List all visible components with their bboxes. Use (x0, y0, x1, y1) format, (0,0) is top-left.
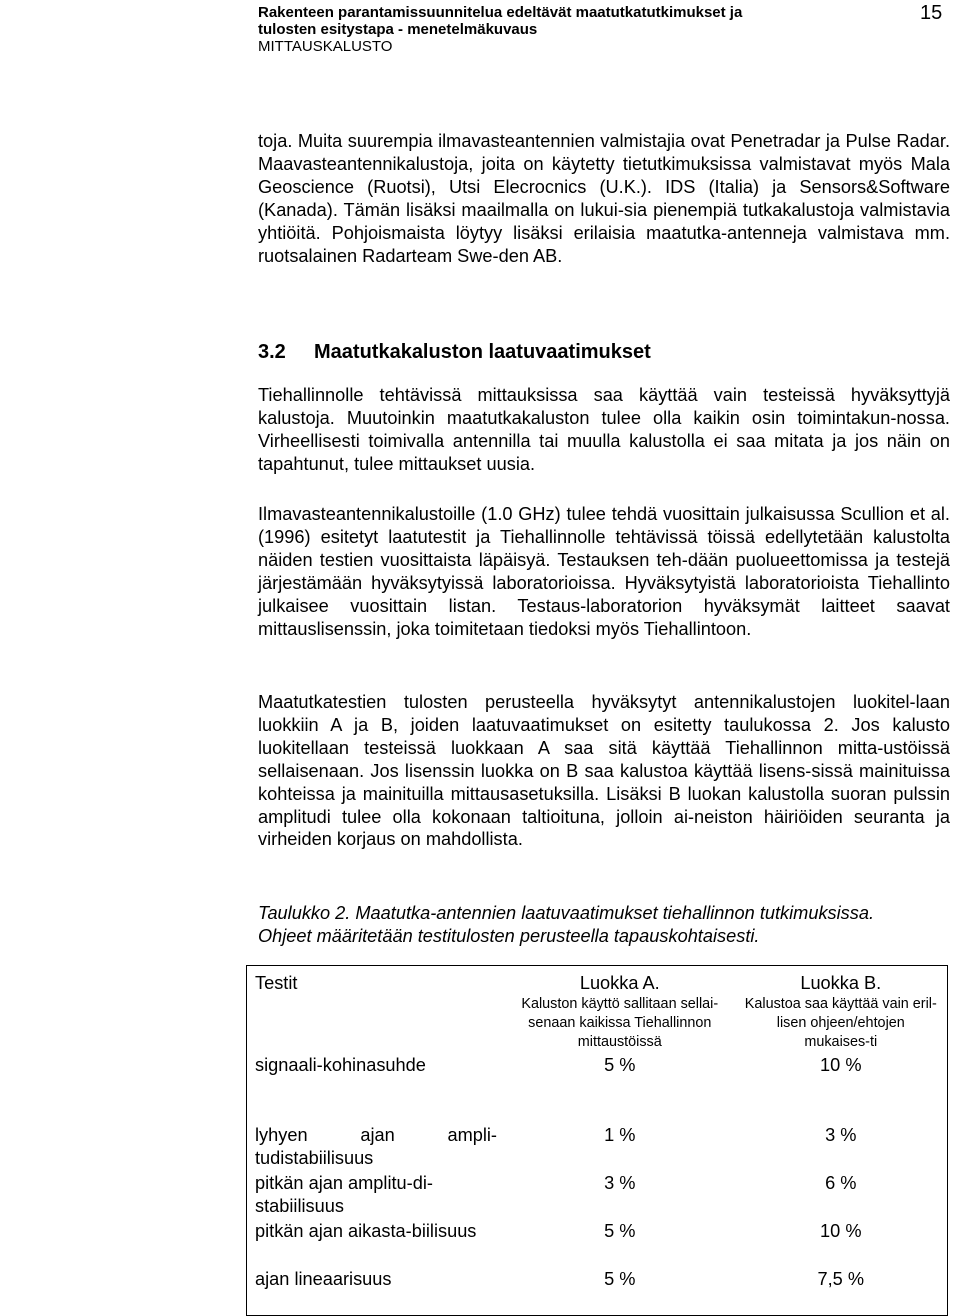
table-caption-line-1: Taulukko 2. Maatutka-antennien laatuvaatimukset tiehallinnon tutkimuksissa. (258, 903, 875, 923)
table-header-row (247, 966, 948, 1054)
section-heading (258, 341, 651, 364)
table-caption (258, 902, 958, 948)
row-class-b-value: 10 % (820, 1054, 862, 1075)
table-row (247, 1172, 948, 1220)
paragraph-approved-equipment: Tiehallinnolle tehtävissä mittauksissa saa käyttää vain testeissä hyväksyttyjä kalustoja. Muutoinkin maatutkakaluston tulee olla kaikin osin toimintakun-nossa. Virheellisesti toimivalla antennilla tai muulla kalustolla ei saa mitata ja jos näin on tapahtunut, tulee mittaukset uusia. (258, 385, 950, 474)
header-line-3: MITTAUSKALUSTO (258, 38, 393, 55)
row-test-name: signaali-kohinasuhde (255, 1054, 426, 1075)
row-test-name: pitkän ajan amplitu-di-stabiilisuus (255, 1172, 433, 1216)
row-class-a-value: 1 % (604, 1124, 636, 1145)
class-b-description: Kalustoa saa käyttää vain eril-lisen ohjeen/ehtojen mukaises-ti (744, 996, 937, 1050)
row-class-b-value: 7,5 % (817, 1268, 865, 1289)
table-row (247, 1268, 948, 1316)
row-test-name: pitkän ajan aikasta-biilisuus (255, 1220, 477, 1241)
header-class-b (735, 966, 948, 1054)
header-class-a (505, 966, 735, 1054)
row-class-b-value: 3 % (825, 1124, 857, 1145)
paragraph-manufacturers: toja. Muita suurempia ilmavasteantennien valmistajia ovat Penetradar ja Pulse Radar. Maavasteantennikalustoja, joita on käytetty tietutkimuksissa valmistavat myös Mala Geoscience (Ruotsi), Utsi Elecrocnics (U.K.). IDS (Italia) ja Sensors&Software (Kanada). Tämän lisäksi maailmalla on lukui-sia pienempiä tutkakalustoja valmistavia yhtiöitä. Pohjoismaista löytyy lisäksi erilaisia maatutka-antenneja valmistava mm. ruotsalainen Radarteam Swe-den AB. (258, 131, 950, 266)
page-number: 15 (920, 2, 943, 24)
class-b-title: Luokka B. (800, 973, 882, 993)
class-a-description: Kaluston käyttö sallitaan sellai-senaan kaikissa Tiehallinnon mittaustöissä (521, 996, 719, 1050)
row-test-name: ajan lineaarisuus (255, 1268, 392, 1289)
requirements-table (246, 965, 948, 1316)
row-class-a-value: 3 % (604, 1172, 636, 1193)
running-header (258, 4, 742, 55)
row-class-b-value: 10 % (820, 1220, 862, 1241)
row-class-b-value: 6 % (825, 1172, 857, 1193)
row-test-name: lyhyen ajan ampli-tudistabiilisuus (255, 1124, 497, 1168)
section-title: Maatutkakaluston laatuvaatimukset (314, 341, 651, 363)
header-line-1: Rakenteen parantamissuunnitelua edeltävät maatutkatutkimukset ja (258, 4, 743, 21)
section-number: 3.2 (258, 341, 286, 363)
header-line-2: tulosten esitystapa - menetelmäkuvaus (258, 21, 538, 38)
paragraph-classification: Maatutkatestien tulosten perusteella hyväksytyt antennikalustojen luokitel-laan luokkiin A ja B, joiden laatuvaatimukset on esitetty taulukossa 2. Jos kalusto luokitellaan testeissä luokkaan A saa sitä käyttää Tiehallinnon mitta-ustöissä sellaisenaan. Jos lisenssin luokka on B saa kalustoa käyttää lisens-sissä mainituissa kohteissa ja mainituilla mittausasetuksilla. Lisäksi B luokan kalustolla suoran pulssin amplitudi tulee olla kokonaan taltioituna, jolloin ai-neiston häiriöiden seuranta ja virheiden korjaus on mahdollista. (258, 692, 950, 850)
table-row (247, 1054, 948, 1124)
row-class-a-value: 5 % (604, 1054, 636, 1075)
table-caption-line-2: Ohjeet määritetään testitulosten perusteella tapauskohtaisesti. (258, 925, 760, 946)
paragraph-quality-tests: Ilmavasteantennikalustoille (1.0 GHz) tulee tehdä vuosittain julkaisussa Scullion et al. (1996) esitetyt laatutestit ja Tiehallinnolle tehtävissä töissä edellytetään kalustolta näiden testien vuosittaista läpäisyä. Testauksen teh-dään puolueettomissa ja testejä järjestämään hyväksytyissä laboratorioissa. Hyväksytyistä laboratorioista Tiehallinto julkaisee vuosittain listan. Testaus-laboratorion hyväksymät laitteet saavat mittauslisenssin, joka toimitetaan tiedoksi myös Tiehallintoon. (258, 504, 950, 639)
table-row (247, 1220, 948, 1268)
header-tests: Testit (255, 973, 298, 993)
row-class-a-value: 5 % (604, 1268, 636, 1289)
class-a-title: Luokka A. (579, 973, 660, 993)
row-class-a-value: 5 % (604, 1220, 636, 1241)
table-row (247, 1124, 948, 1172)
